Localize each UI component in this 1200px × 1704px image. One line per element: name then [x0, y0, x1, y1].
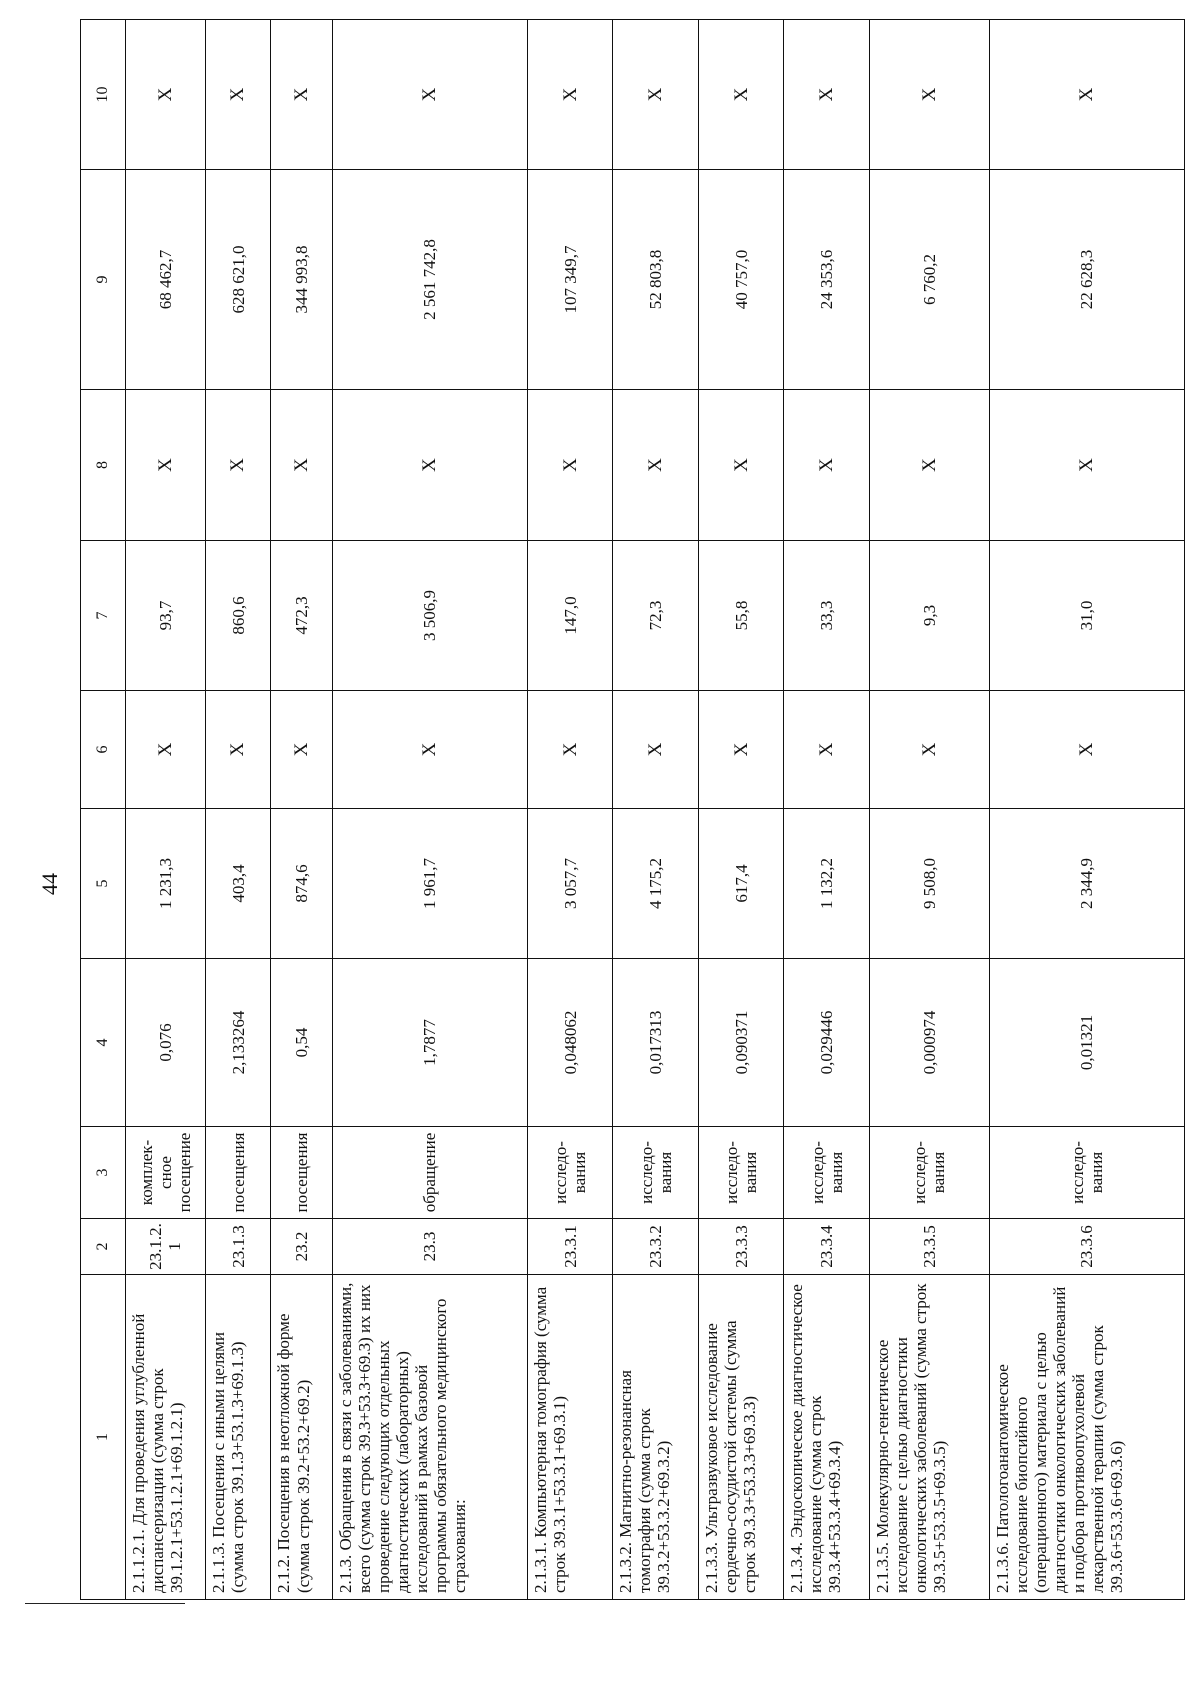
header-cell: 8 — [81, 390, 126, 541]
row-value-5: 617,4 — [698, 809, 783, 959]
row-value-4: 0,54 — [271, 959, 332, 1127]
row-unit: исследо-вания — [989, 1127, 1184, 1219]
table-row — [332, 20, 527, 1600]
row-unit: обращение — [332, 1127, 527, 1219]
row-value-6: X — [126, 691, 205, 809]
table-container — [80, 20, 1185, 1600]
page-number-text: 44 — [37, 873, 62, 895]
table-row — [205, 20, 271, 1600]
row-value-6: X — [332, 691, 527, 809]
row-value-7: 55,8 — [698, 541, 783, 691]
row-value-6: X — [613, 691, 698, 809]
row-code: 23.3 — [332, 1219, 527, 1275]
header-cell: 3 — [81, 1127, 126, 1219]
data-table — [80, 19, 1185, 1600]
row-value-5: 4 175,2 — [613, 809, 698, 959]
row-value-7: 31,0 — [989, 541, 1184, 691]
row-code: 23.3.6 — [989, 1219, 1184, 1275]
header-cell: 1 — [81, 1275, 126, 1600]
table-row — [698, 20, 783, 1600]
row-value-5: 1 132,2 — [784, 809, 869, 959]
row-value-8: X — [613, 390, 698, 541]
row-unit: исследо-вания — [869, 1127, 989, 1219]
row-value-10: X — [784, 20, 869, 170]
row-value-6: X — [698, 691, 783, 809]
row-value-7: 33,3 — [784, 541, 869, 691]
row-value-10: X — [332, 20, 527, 170]
row-value-6: X — [989, 691, 1184, 809]
row-value-7: 93,7 — [126, 541, 205, 691]
row-value-10: X — [989, 20, 1184, 170]
row-value-9: 52 803,8 — [613, 170, 698, 390]
row-unit: посещения — [205, 1127, 271, 1219]
row-value-4: 0,000974 — [869, 959, 989, 1127]
row-value-6: X — [205, 691, 271, 809]
row-unit: посещения — [271, 1127, 332, 1219]
row-name: 2.1.3.4. Эндоскопическое диагностическое исследование (сумма строк 39.3.4+53.3.4+69.3.4) — [784, 1275, 869, 1600]
row-unit: исследо-вания — [613, 1127, 698, 1219]
row-value-8: X — [332, 390, 527, 541]
row-value-7: 72,3 — [613, 541, 698, 691]
row-code: 23.1.3 — [205, 1219, 271, 1275]
row-value-7: 9,3 — [869, 541, 989, 691]
row-value-5: 1 961,7 — [332, 809, 527, 959]
row-value-8: X — [989, 390, 1184, 541]
row-value-9: 107 349,7 — [527, 170, 612, 390]
rotated-table-frame — [80, 20, 1185, 1600]
row-value-4: 0,017313 — [613, 959, 698, 1127]
row-value-10: X — [698, 20, 783, 170]
header-cell: 5 — [81, 809, 126, 959]
header-cell: 7 — [81, 541, 126, 691]
row-value-4: 0,076 — [126, 959, 205, 1127]
row-code: 23.2 — [271, 1219, 332, 1275]
row-value-5: 9 508,0 — [869, 809, 989, 959]
header-cell: 4 — [81, 959, 126, 1127]
row-code: 23.3.4 — [784, 1219, 869, 1275]
row-value-6: X — [869, 691, 989, 809]
row-unit: исследо-вания — [698, 1127, 783, 1219]
row-code: 23.3.5 — [869, 1219, 989, 1275]
row-value-9: 6 760,2 — [869, 170, 989, 390]
row-value-10: X — [126, 20, 205, 170]
row-name: 2.1.1.2.1. Для проведения углубленной диспансеризации (сумма строк 39.1.2.1+53.1.2.1+69.1.2.1) — [126, 1275, 205, 1600]
row-value-10: X — [205, 20, 271, 170]
row-unit: исследо-вания — [784, 1127, 869, 1219]
row-name: 2.1.3. Обращения в связи с заболеваниями, всего (сумма строк 39.3+53.3+69.3) их них проведение следующих отдельных диагностических (лабораторных) исследований в рамках базовой программы обязательного медицинского страхования: — [332, 1275, 527, 1600]
row-name: 2.1.1.3. Посещения с иными целями (сумма строк 39.1.3+53.1.3+69.1.3) — [205, 1275, 271, 1600]
row-value-4: 2,133264 — [205, 959, 271, 1127]
table-row — [613, 20, 698, 1600]
row-value-9: 2 561 742,8 — [332, 170, 527, 390]
row-value-6: X — [527, 691, 612, 809]
row-value-9: 22 628,3 — [989, 170, 1184, 390]
row-unit: комплек-сное посещение — [126, 1127, 205, 1219]
row-value-9: 40 757,0 — [698, 170, 783, 390]
header-cell: 9 — [81, 170, 126, 390]
header-cell: 10 — [81, 20, 126, 170]
row-value-8: X — [271, 390, 332, 541]
row-name: 2.1.3.1. Компьютерная томография (сумма строк 39.3.1+53.3.1+69.3.1) — [527, 1275, 612, 1600]
row-code: 23.3.2 — [613, 1219, 698, 1275]
row-value-10: X — [527, 20, 612, 170]
table-row — [784, 20, 869, 1600]
row-value-8: X — [869, 390, 989, 541]
row-value-7: 3 506,9 — [332, 541, 527, 691]
row-value-4: 1,7877 — [332, 959, 527, 1127]
row-value-4: 0,090371 — [698, 959, 783, 1127]
row-value-7: 147,0 — [527, 541, 612, 691]
row-value-4: 0,029446 — [784, 959, 869, 1127]
row-value-10: X — [869, 20, 989, 170]
row-value-7: 472,3 — [271, 541, 332, 691]
row-value-10: X — [271, 20, 332, 170]
row-value-8: X — [527, 390, 612, 541]
row-value-4: 0,048062 — [527, 959, 612, 1127]
row-value-6: X — [271, 691, 332, 809]
row-value-5: 403,4 — [205, 809, 271, 959]
page-number — [37, 866, 62, 902]
row-value-5: 874,6 — [271, 809, 332, 959]
row-name: 2.1.3.6. Патологоанатомическое исследование биопсийного (операционного) материала с целью диагностики онкологических заболеваний и подбора противоопухолевой лекарственной терапии (сумма строк 39.3.6+53.3.6+69.3.6) — [989, 1275, 1184, 1600]
row-code: 23.1.2.1 — [126, 1219, 205, 1275]
table-row — [869, 20, 989, 1600]
row-unit: исследо-вания — [527, 1127, 612, 1219]
row-value-9: 344 993,8 — [271, 170, 332, 390]
footnote-separator — [25, 1603, 185, 1604]
table-row — [271, 20, 332, 1600]
row-value-5: 1 231,3 — [126, 809, 205, 959]
row-value-9: 24 353,6 — [784, 170, 869, 390]
table-row — [527, 20, 612, 1600]
row-name: 2.1.3.5. Молекулярно-генетическое исследование с целью диагностики онкологических заболеваний (сумма строк 39.3.5+53.3.5+69.3.5) — [869, 1275, 989, 1600]
table-header-row — [81, 20, 126, 1600]
row-code: 23.3.3 — [698, 1219, 783, 1275]
row-value-9: 628 621,0 — [205, 170, 271, 390]
row-value-8: X — [126, 390, 205, 541]
row-name: 2.1.3.2. Магнитно-резонансная томография (сумма строк 39.3.2+53.3.2+69.3.2) — [613, 1275, 698, 1600]
row-value-8: X — [698, 390, 783, 541]
row-value-7: 860,6 — [205, 541, 271, 691]
header-cell: 6 — [81, 691, 126, 809]
row-name: 2.1.2. Посещения в неотложной форме (сумма строк 39.2+53.2+69.2) — [271, 1275, 332, 1600]
table-row — [126, 20, 205, 1600]
table-row — [989, 20, 1184, 1600]
row-name: 2.1.3.3. Ультразвуковое исследование сердечно-сосудистой системы (сумма строк 39.3.3+53.3.3+69.3.3) — [698, 1275, 783, 1600]
row-value-9: 68 462,7 — [126, 170, 205, 390]
row-value-6: X — [784, 691, 869, 809]
row-value-5: 3 057,7 — [527, 809, 612, 959]
row-value-8: X — [784, 390, 869, 541]
header-cell: 2 — [81, 1219, 126, 1275]
row-code: 23.3.1 — [527, 1219, 612, 1275]
row-value-4: 0,01321 — [989, 959, 1184, 1127]
row-value-10: X — [613, 20, 698, 170]
row-value-5: 2 344,9 — [989, 809, 1184, 959]
row-value-8: X — [205, 390, 271, 541]
